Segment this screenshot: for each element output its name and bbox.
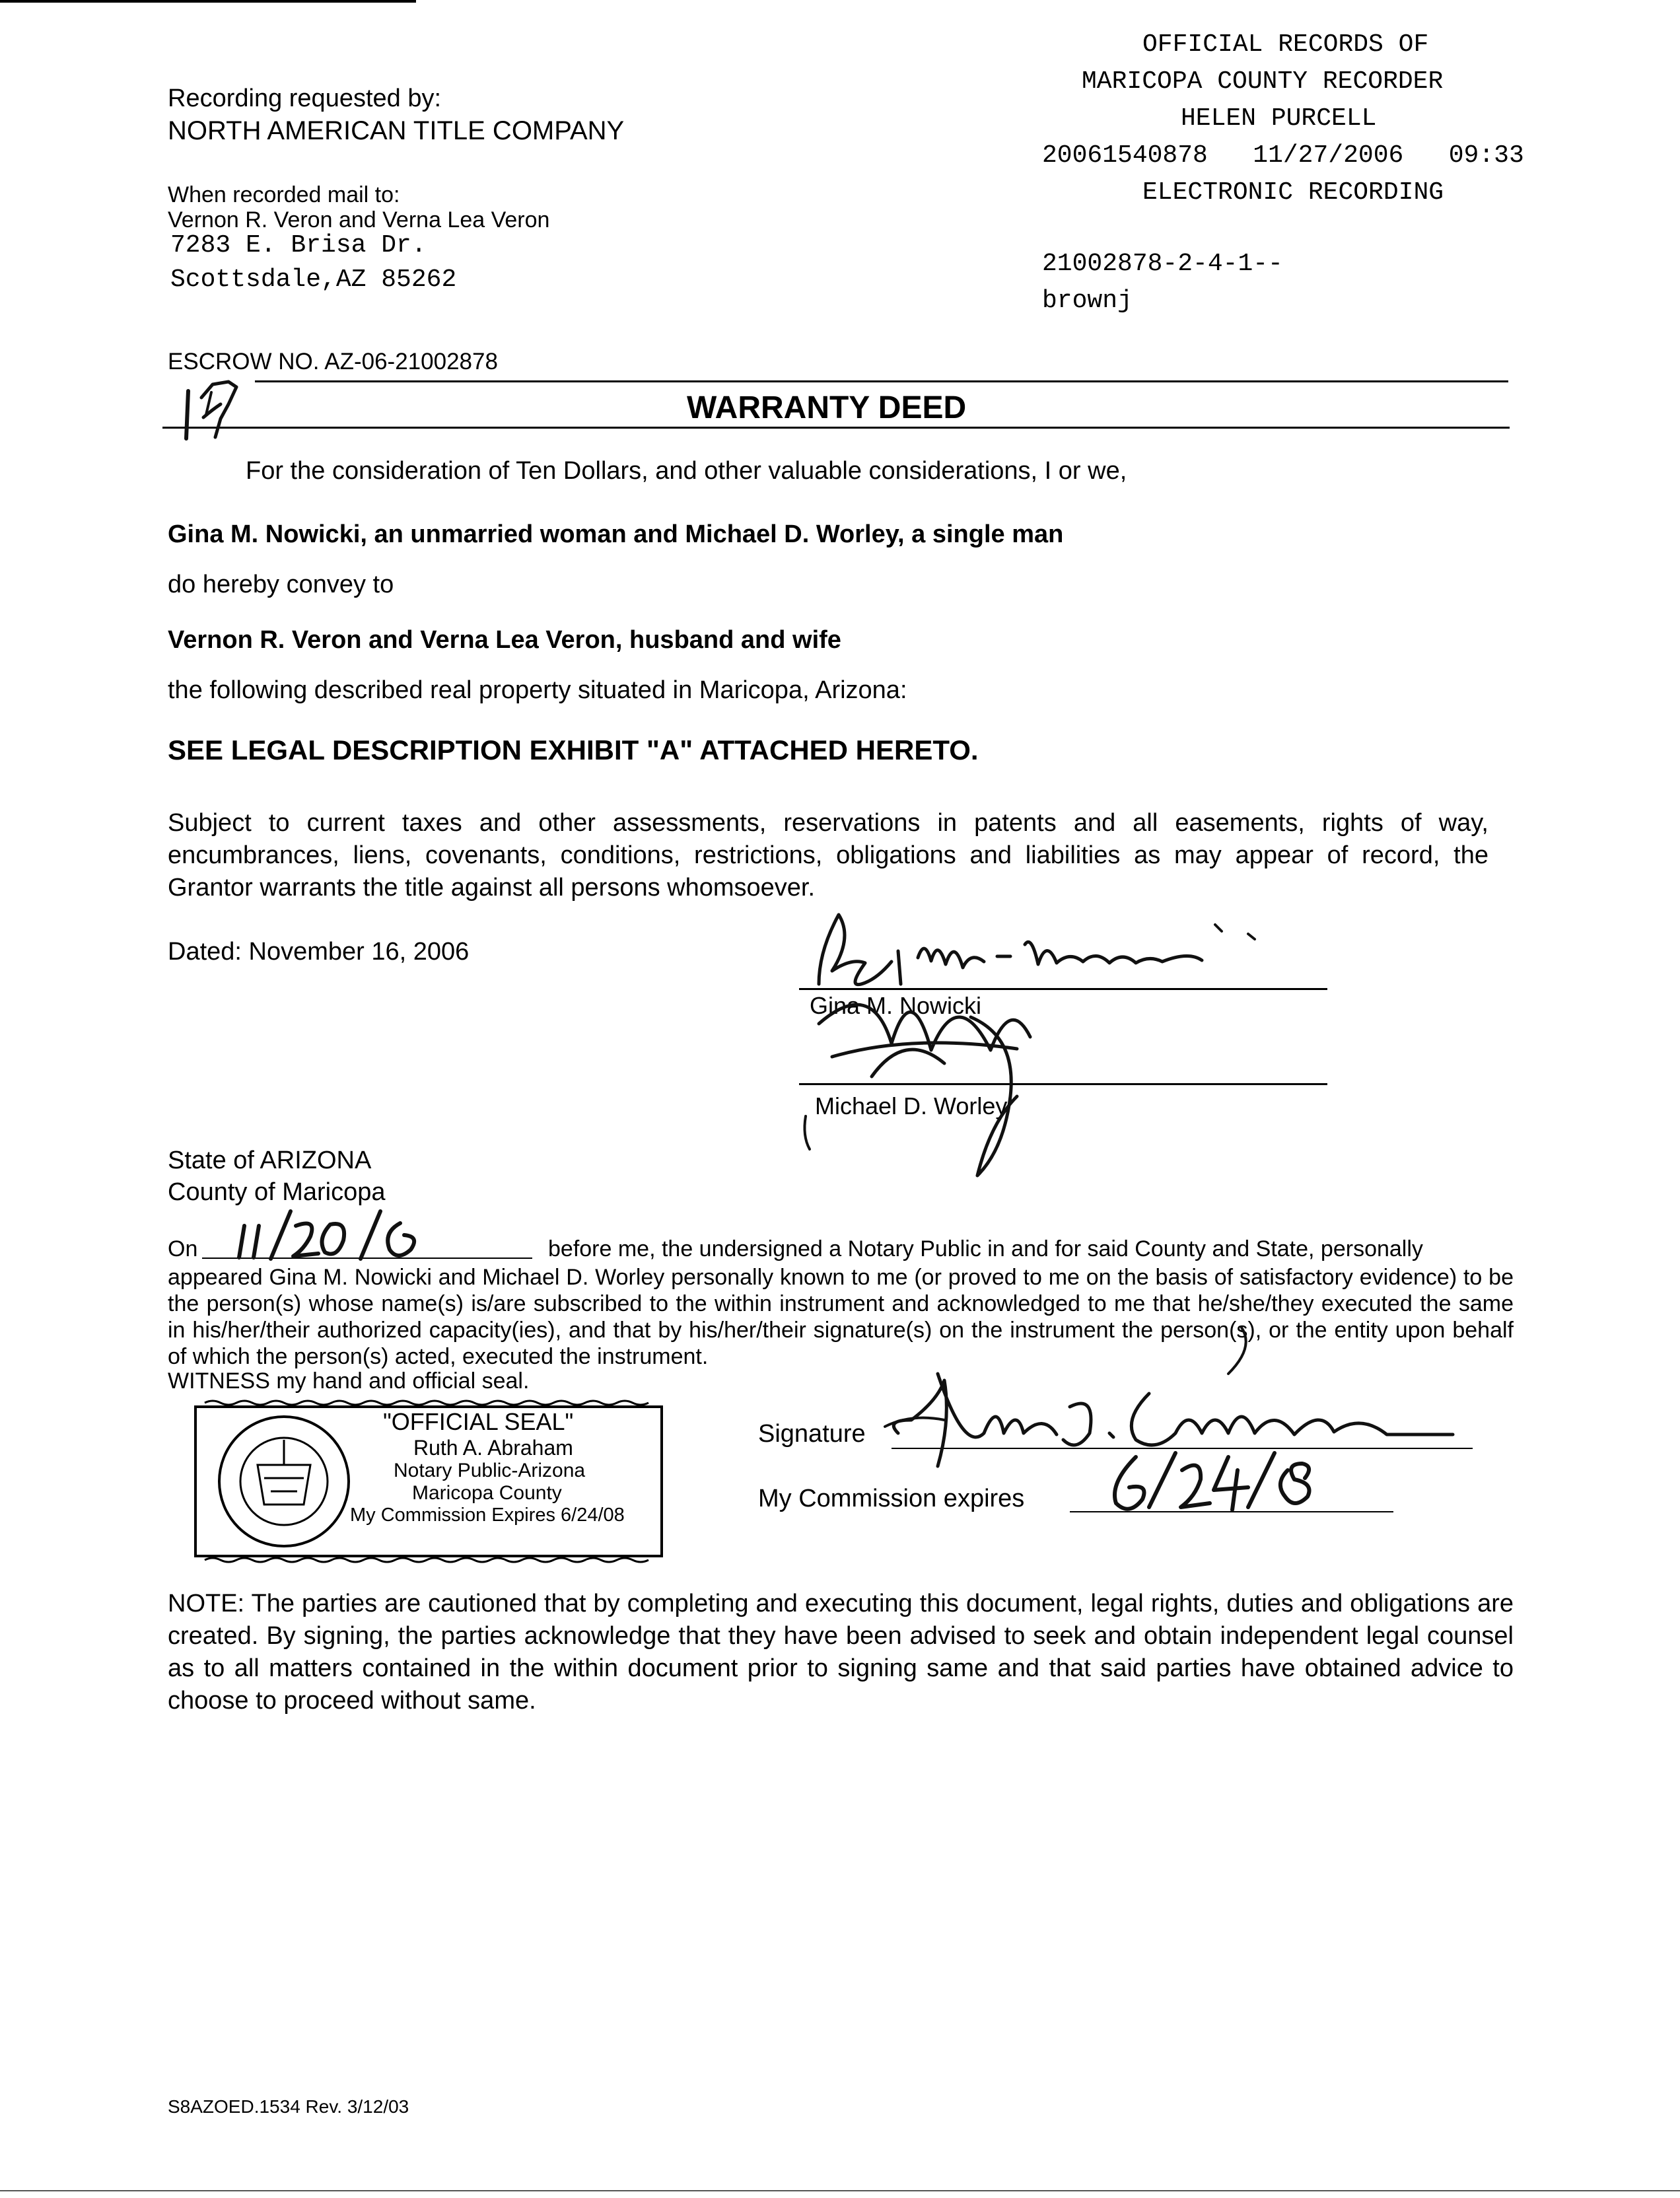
scan-edge-line — [0, 0, 416, 3]
recorder-user: brownj — [1042, 287, 1133, 315]
consideration-text: For the consideration of Ten Dollars, and other valuable considerations, I or we, — [246, 457, 1127, 485]
recorder-ref-code: 21002878-2-4-1-- — [1042, 250, 1283, 278]
title-rule-top — [255, 380, 1508, 382]
seal-expires: My Commission Expires 6/24/08 — [350, 1505, 625, 1526]
notary-witness: WITNESS my hand and official seal. — [168, 1368, 530, 1394]
recorder-date: 11/27/2006 — [1253, 141, 1404, 170]
recorder-line-4 — [1037, 137, 1631, 174]
recorder-time: 09:33 — [1448, 141, 1524, 170]
convey-text: do hereby convey to — [168, 571, 394, 598]
document-title: WARRANTY DEED — [687, 390, 967, 425]
notary-line-1: before me, the undersigned a Notary Public in and for said County and State, personally — [548, 1236, 1423, 1261]
scan-bottom-line — [0, 2190, 1680, 2191]
state-line: State of ARIZONA — [168, 1147, 372, 1174]
title-rule-bottom — [162, 427, 1510, 429]
recorder-line-5: ELECTRONIC RECORDING — [1142, 178, 1444, 207]
dated-text: Dated: November 16, 2006 — [168, 938, 470, 966]
recorder-doc-number: 20061540878 — [1042, 141, 1208, 170]
mail-to-street: 7283 E. Brisa Dr. — [170, 231, 427, 260]
recorder-line-1: OFFICIAL RECORDS OF — [1142, 30, 1429, 59]
seal-name: Ruth A. Abraham — [413, 1436, 573, 1460]
margin-note-handwriting — [165, 378, 277, 450]
mail-to-label: When recorded mail to: — [168, 182, 400, 207]
grantors-text: Gina M. Nowicki, an unmarried woman and Michael D. Worley, a single man — [168, 520, 1064, 548]
form-code: S8AZOED.1534 Rev. 3/12/03 — [168, 2096, 409, 2117]
seal-role: Notary Public-Arizona — [394, 1460, 586, 1481]
subject-paragraph: Subject to current taxes and other assessments, reservations in patents and all easements, rights of way, encumbrances, liens, covenants, conditions, restrictions, obligations and liabilities as may appear of record, the Grantor warrants the title against all persons whomsoever. — [168, 809, 1488, 902]
grantees-text: Vernon R. Veron and Verna Lea Veron, husband and wife — [168, 626, 841, 654]
note-paragraph: NOTE: The parties are cautioned that by completing and executing this document, legal rights, duties and obligations are created. By signing, the parties acknowledge that they have been advised to seek and obtain independent legal counsel as to all matters contained in the within document prior to signing same and that said parties have obtained advice to choose to proceed without same. — [168, 1590, 1514, 1715]
mail-to-city: Scottsdale,AZ 85262 — [170, 266, 457, 294]
notary-paragraph: appeared Gina M. Nowicki and Michael D. Worley personally known to me (or proved to me on the basis of satisfactory evidence) to be the person(s) whose name(s) is/are subscribed to the within instrument and acknowledged to me that he/she/they executed the same in his/her/their authorized capacity(ies), and that by his/her/their signature(s) on the instrument the person(s), or the entity upon behalf of which the person(s) acted, executed the instrument. — [168, 1265, 1514, 1369]
requested-by-label: Recording requested by: — [168, 85, 442, 112]
signer-name-2: Michael D. Worley — [815, 1092, 1008, 1119]
notary-date-handwriting — [231, 1206, 442, 1265]
signer-name-1: Gina M. Nowicki — [810, 992, 982, 1019]
notary-signature-label: Signature — [758, 1420, 866, 1448]
recorder-block — [1037, 26, 1631, 320]
commission-date-handwriting — [1096, 1444, 1334, 1516]
official-seal-stamp — [192, 1399, 668, 1564]
escrow-number: ESCROW NO. AZ-06-21002878 — [168, 349, 498, 374]
recorder-line-3: HELEN PURCELL — [1181, 104, 1377, 133]
property-text: the following described real property situated in Maricopa, Arizona: — [168, 676, 907, 704]
recorder-line-2: MARICOPA COUNTY RECORDER — [1082, 67, 1444, 96]
grantor-signatures — [792, 898, 1360, 1202]
county-line: County of Maricopa — [168, 1178, 386, 1206]
commission-label: My Commission expires — [758, 1485, 1025, 1512]
seal-title: "OFFICIAL SEAL" — [383, 1408, 574, 1435]
requested-by-company: NORTH AMERICAN TITLE COMPANY — [168, 116, 625, 145]
legal-description-text: SEE LEGAL DESCRIPTION EXHIBIT "A" ATTACHED HERETO. — [168, 734, 979, 765]
notary-on-label: On — [168, 1236, 198, 1261]
seal-county: Maricopa County — [412, 1482, 562, 1504]
mail-to-name: Vernon R. Veron and Verna Lea Veron — [168, 207, 550, 232]
